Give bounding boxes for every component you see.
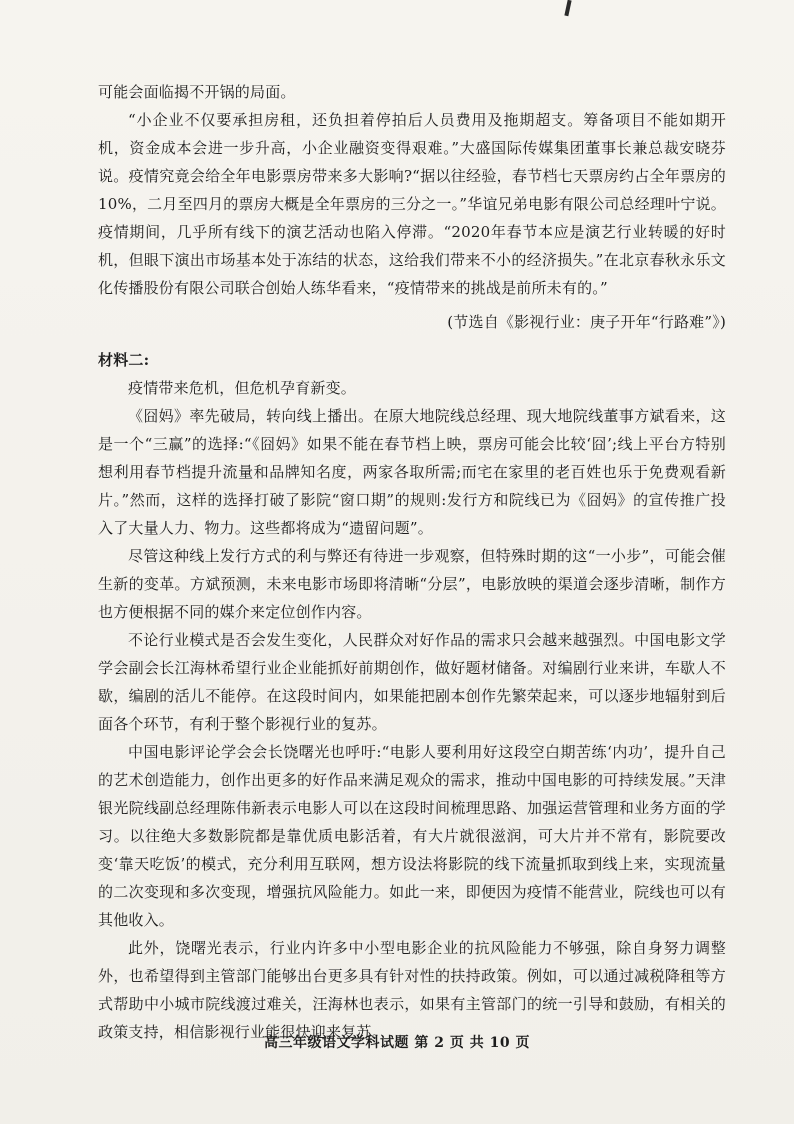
paragraph: 尽管这种线上发行方式的利与弊还有待进一步观察，但特殊时期的这“一小步”，可能会催生新的变革。方斌预测，未来电影市场即将清晰“分层”，电影放映的渠道会逐步清晰，制作方也方便根据不同的媒介来定位创作内容。 [98, 547, 726, 621]
page-content [98, 78, 726, 1046]
paragraph: 疫情带来危机，但危机孕育新变。 [128, 379, 357, 397]
pen-mark [564, 0, 571, 16]
paragraph: “小企业不仅要承担房租，还负担着停拍后人员费用及拖期超支。筹备项目不能如期开机，资金成本会进一步升高，小企业融资变得艰难。”大盛国际传媒集团董事长兼总裁安晓芬说。疫情究竟会给全年电影票房带来多大影响?“据以往经验，春节档七天票房约占全年票房的10%，二月至四月的票房大概是全年票房的三分之一。”华谊兄弟电影有限公司总经理叶宁说。疫情期间，几乎所有线下的演艺活动也陷入停滞。“2020年春节本应是演艺行业转暖的好时机，但眼下演出市场基本处于冻结的状态，这给我们带来不小的经济损失。”在北京春秋永乐文化传播股份有限公司联合创始人练华看来，“疫情带来的挑战是前所未有的。” [98, 111, 726, 297]
page-footer: 高三年级语文学科试题 第 2 页 共 10 页 [264, 1035, 530, 1051]
material-label: 材料二: [98, 351, 150, 369]
paragraph: 此外，饶曙光表示，行业内许多中小型电影企业的抗风险能力不够强，除自身努力调整外，也希望得到主管部门能够出台更多具有针对性的扶持政策。例如，可以通过减税降租等方式帮助中小城市院线渡过难关，汪海林也表示，如果有主管部门的统一引导和鼓励，有相关的政策支持，相信影视行业能很快迎来复苏。 [98, 939, 726, 1041]
paragraph: 中国电影评论学会会长饶曙光也呼吁:“电影人要利用好这段空白期苦练‘内功’，提升自己的艺术创造能力，创作出更多的好作品来满足观众的需求，推动中国电影的可持续发展。”天津银光院线副总经理陈伟新表示电影人可以在这段时间梳理思路、加强运营管理和业务方面的学习。以往绝大多数影院都是靠优质电影活着，有大片就很滋润，可大片并不常有，影院要改变‘靠天吃饭’的模式，充分利用互联网，想方设法将影院的线下流量抓取到线上来，实现流量的二次变现和多次变现，增强抗风险能力。如此一来，即便因为疫情不能营业，院线也可以有其他收入。 [98, 743, 726, 929]
source-citation: (节选自《影视行业：庚子开年“行路难”》) [447, 313, 726, 331]
paragraph: 《囧妈》率先破局，转向线上播出。在原大地院线总经理、现大地院线董事方斌看来，这是一个“三赢”的选择:“《囧妈》如果不能在春节档上映，票房可能会比较‘囧’;线上平台方特别想利用春节档提升流量和品牌知名度，两家各取所需;而宅在家里的老百姓也乐于免费观看新片。”然而，这样的选择打破了影院“窗口期”的规则:发行方和院线已为《囧妈》的宣传推广投入了大量人力、物力。这些都将成为“遗留问题”。 [98, 407, 726, 537]
paragraph: 可能会面临揭不开锅的局面。 [98, 83, 296, 101]
paragraph: 不论行业模式是否会发生变化，人民群众对好作品的需求只会越来越强烈。中国电影文学学会副会长江海林希望行业企业能抓好前期创作，做好题材储备。对编剧行业来讲，车歇人不歇，编剧的活儿不能停。在这段时间内，如果能把剧本创作先繁荣起来，可以逐步地辐射到后面各个环节，有利于整个影视行业的复苏。 [98, 631, 726, 733]
